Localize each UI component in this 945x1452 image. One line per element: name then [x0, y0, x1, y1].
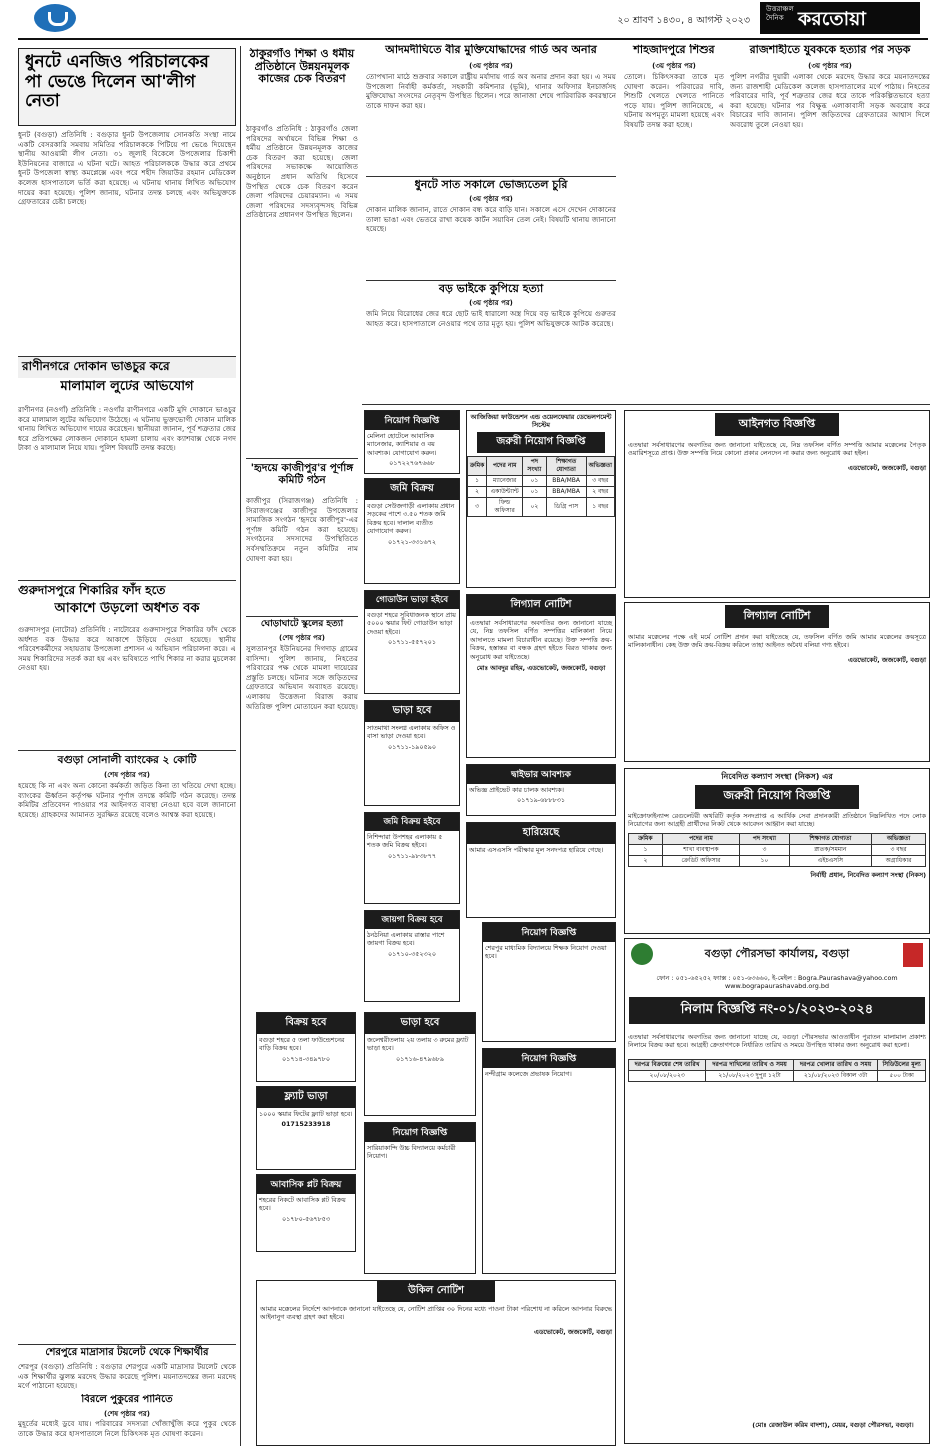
lawyer-notice: [256, 1280, 616, 1446]
table-row: [468, 475, 615, 486]
ad-body: আমার এসএসসি পরীক্ষার মূল সনদপত্র হারিয়ে গেছে।: [469, 846, 604, 854]
table-cell: ০১: [523, 486, 547, 497]
ad-title: ফ্ল্যাট ভাড়া: [257, 1087, 355, 1108]
table-header-cell: পদের নাম: [662, 833, 739, 844]
story-body: ঠাকুরগাঁও প্রতিনিধি : ঠাকুরগাঁও জেলা পরিষদের অর্থায়নে বিভিন্ন শিক্ষা ও ধর্মীয় প্রতিষ্ঠানে উন্নয়নমূলক কাজের চেক বিতরণ করা হয়েছে। জেলা পরিষদের সভাকক্ষে আয়োজিত অনুষ্ঠানে প্রধান অতিথি হিসেবে উপস্থিত থেকে চেক বিতরণ করেন জেলা পরিষদের চেয়ারম্যান। এ সময় জেলা পরিষদের সদস্যবৃন্দসহ বিভিন্ন প্রতিষ্ঠানের প্রধানগণ উপস্থিত ছিলেন।: [246, 124, 358, 220]
story-headline: ধুনটে সাত সকালে ভোজ্যতেল চুরি: [366, 176, 616, 192]
ad-title: দ্বাইভার আবশ্যক: [467, 765, 615, 784]
lead-headline-box: [18, 48, 236, 126]
story-headline-a: গুরুদাসপুরে শিকারির ফাঁদ হতে: [18, 580, 236, 600]
ad-phone: ০১৭১৯-৬৮৮৮৩১: [517, 796, 565, 805]
ad-body: শহরের নিকটে আবাসিক প্লট বিক্রয় হবে।: [259, 1196, 346, 1213]
story-body: পুলিশ নগরীর দুয়ারী এলাকা থেকে মরদেহ উদ্ধার করে ময়নাতদন্তের জন্য রাজশাহী মেডিকেল কলেজ হাসপাতালের মর্গে পাঠায়। নিহতের পরিবারের দাবি, পূর্ব শত্রুতার জের ধরে তাকে পরিকল্পিতভাবে হত্যা করা হয়েছে। ঘটনার পর বিক্ষুব্ধ এলাকাবাসী সড়ক অবরোধ করে বিচারের দাবি জানান। পুলিশ জড়িতদের গ্রেফতারের আশ্বাস দিলে অবরোধ তুলে নেওয়া হয়।: [730, 72, 930, 129]
story-body: তোপখানা মাঠে শুক্রবার সকালে রাষ্ট্রীয় মর্যাদায় গার্ড অব অনার প্রদান করা হয়। এ সময় উপজেলা নির্বাহী কর্মকর্তা, সহকারী কমিশনার (ভূমি), থানার অফিসার ইনচার্জসহ মুক্তিযোদ্ধা সংসদের নেতৃবৃন্দ উপস্থিত ছিলেন। পরে জানাজা শেষে পারিবারিক কবরস্থানে তাকে দাফন করা হয়।: [366, 72, 616, 110]
ad-title: জায়গা বিক্রয় হবে: [365, 911, 459, 929]
table-cell: একাউন্ট্যান্ট: [487, 486, 523, 497]
story-headline: শাহজাদপুরে শিশুর: [633, 44, 715, 56]
ad-title: জমি বিক্রয়: [365, 479, 459, 500]
table-cell: ম্যানেজার: [487, 475, 523, 486]
story-jump: (৩য় পৃষ্ঠার পর): [469, 299, 513, 307]
mayor-photo: [903, 943, 923, 967]
story-headline-a: বিরলে পুকুরের পানিতে: [81, 1394, 173, 1405]
story-jump: (৩য় পৃষ্ঠার পর): [808, 62, 852, 70]
table-cell: ৫০০ টাকা: [878, 1070, 926, 1081]
story-headline-b: আকাশে উড়লো অর্ধশত বক: [54, 602, 200, 616]
issue-date: ২০ শ্রাবণ ১৪৩০, ৪ আগস্ট ২০২৩: [617, 15, 750, 26]
story-jump: (৩য় পৃষ্ঠার পর): [652, 62, 696, 70]
table-cell: ৩ বছর: [586, 475, 614, 486]
classified-ad: [364, 410, 460, 474]
notice-org: নিবেদিত কল্যাণ সংস্থা (নিকস) এর: [721, 772, 833, 781]
ad-body: সারিয়াকান্দি উচ্চ বিদ্যালয়ে কর্মচারী নিয়োগ।: [367, 1144, 456, 1161]
urgent-jobs-notice: [466, 410, 616, 588]
classified-ad: [466, 822, 616, 918]
story-body: সুলতানপুর ইউনিয়নের দিগদাড় গ্রামের বাসিন্দা। পুলিশ জানায়, নিহতের পরিবারের পক্ষ থেকে মামলা দায়েরের প্রস্তুতি চলছে। ঘটনার সঙ্গে জড়িতদের গ্রেফতারে অভিযান অব্যাহত রয়েছে। এলাকায় উত্তেজনা বিরাজ করায় অতিরিক্ত পুলিশ মোতায়েন করা হয়েছে।: [246, 644, 358, 711]
ad-body: বগুড়া সেউজগাড়ী এলাকায় প্রধান সড়কের পাশে ৩.৫০ শতক জমি বিক্রয় হবে। দালাল ব্যতীত যোগাযোগ করুন।: [367, 502, 455, 536]
notice-title: জরুরী নিয়োগ বিজ্ঞপ্তি: [695, 785, 859, 809]
story-body: জমি নিয়ে বিরোধের জের ধরে ছোট ভাই ধারালো অস্ত্র দিয়ে বড় ভাইকে কুপিয়ে গুরুতর আহত করে। হাসপাতালে নেওয়ার পথে তার মৃত্যু হয়। পুলিশ অভিযুক্তকে আটক করেছে।: [366, 309, 616, 328]
classified-ad: [364, 700, 460, 806]
table-cell: শাখা ব্যবস্থাপক: [662, 844, 739, 855]
notice-body: এতদ্বারা সর্বসাধারণের অবগতির জন্য জানানো যাইতেছে যে, নিম্ন তফসিল বর্ণিত সম্পত্তি আমার মক্কেলের পৈতৃক ওয়ারিশসূত্রে প্রাপ্ত। উক্ত সম্পত্তি নিয়ে কোনো প্রকার লেনদেন না করার জন্য অনুরোধ করা হইল।: [628, 441, 926, 458]
story-jump: (শেষ পৃষ্ঠার পর): [104, 1410, 150, 1418]
table-header-cell: দরপত্র বিক্রয়ের শেষ তারিখ: [629, 1059, 706, 1070]
story-headline-b: মালামাল লুটের অভিযোগ: [60, 380, 194, 394]
ad-body: শেরপুর মাধ্যমিক বিদ্যালয়ে শিক্ষক নিয়োগ দেওয়া হবে।: [485, 944, 607, 961]
story-jump: (শেষ পৃষ্ঠার পর): [104, 771, 150, 779]
story-headline: ঘোড়াঘাটে স্কুলের হত্যা: [246, 616, 358, 630]
notice-web: www.bograpaurashavabd.org.bd: [724, 982, 830, 991]
table-cell: ফিল্ড অফিসার: [487, 497, 523, 516]
table-cell: ডিগ্রি পাস: [546, 497, 586, 516]
classified-ad: [482, 922, 616, 1042]
story-headline-a: বগুড়া সোনালী ব্যাংকের ২ কোটি: [18, 750, 236, 768]
story-jump: (৩য় পৃষ্ঠার পর): [469, 195, 513, 203]
notice-body: আমার মক্কেলের নির্দেশে আপনাকে জানানো যাইতেছে যে, নোটিশ প্রাপ্তির ৩০ দিনের মধ্যে পাওনা টাকা পরিশোধ না করিলে আপনার বিরুদ্ধে আইনানুগ ব্যবস্থা গ্রহণ করা হইবে।: [260, 1305, 612, 1322]
masthead-title: করতোয়া: [798, 8, 866, 30]
table-cell: ২: [629, 855, 663, 866]
ad-body: নিশিন্দারা উপশহর এলাকায় ৫ শতক জমি বিক্রয় হইবে।: [367, 833, 443, 850]
classified-ad: [364, 478, 460, 584]
ad-body: নন্দীগ্রাম কলেজে প্রভাষক নিয়োগ।: [485, 1070, 572, 1078]
ad-phone: ০১৭১১-৯৮৩৮৭৭: [388, 851, 436, 860]
table-cell: ১ বছর: [586, 497, 614, 516]
ad-title: ভাড়া হবে: [365, 701, 459, 722]
table-header-cell: পদ সংখ্যা: [740, 833, 790, 844]
ngo-jobs-notice: [624, 768, 930, 934]
table-cell: স্নাতক/সমমান: [789, 844, 871, 855]
story-headline: বড় ভাইকে কুপিয়ে হত্যা: [366, 280, 616, 296]
table-cell: ২১/০৮/২০২৩ বিকাল ৩টা: [793, 1070, 877, 1081]
lead-headline: ধুনটে এনজিও পরিচালকের পা ভেঙে দিলেন আ'লীগ নেতা: [25, 52, 209, 112]
notice-body: আমার মক্কেলের পক্ষে এই মর্মে নোটিশ প্রদান করা যাইতেছে যে, তফসিল বর্ণিত জমি আমার মক্কেলের ক্রয়সূত্রে মালিকানাধীন। কেহ উক্ত জমি ক্রয়-বিক্রয় করিলে তাহা আইনত অবৈধ বলিয়া গণ্য হইবে।: [628, 633, 926, 650]
ad-phone: ০১৭১৬-৪৭৯৬৮৯: [396, 1054, 444, 1063]
page-header: [0, 0, 945, 36]
notice-body: মাইক্রোফাইন্যান্স রেগুলেটরী অথরিটি কর্তৃক সনদপ্রাপ্ত এ আর্থিক সেবা প্রদানকারী প্রতিষ্ঠানে নিম্নলিখিত পদে লোক নিয়োগের জন্য আগ্রহী প্রার্থীদের নিকট থেকে আবেদন আহ্বান করা যাচ্ছে।: [628, 812, 926, 829]
masthead-tagline: উত্তরাঞ্চল দৈনিক: [766, 5, 794, 22]
notice-body: এতদ্বারা সর্বসাধারণের অবগতির জন্য জানানো যাচ্ছে যে, বগুড়া পৌরসভার আওতাধীন পুরাতন মালামাল প্রকাশ্য নিলামে বিক্রয় করা হবে। আগ্রহী ক্রেতাগণকে নির্ধারিত তারিখ ও সময়ে উপস্থিত থাকার জন্য অনুরোধ করা হলো।: [628, 1032, 926, 1050]
table-header-cell: পদ সংখ্যা: [523, 456, 547, 475]
notice-title: উকিল নোটিশ: [377, 1281, 495, 1302]
story-body: রাণীনগর (নওগাঁ) প্রতিনিধি : নওগাঁর রাণীনগরে একটি মুদি দোকানে ভাঙচুর করে মালামাল লুটের অভিযোগ উঠেছে। এ ঘটনায় ভুক্তভোগী দোকান মালিক থানায় লিখিত অভিযোগ দায়ের করেছেন। স্থানীয়রা জানান, পূর্ব শত্রুতার জের ধরে প্রতিপক্ষের লোকজন দোকানে হামলা চালায় এবং ক্যাশবাক্স থেকে নগদ টাকা ও মালামাল নিয়ে যায়। পুলিশ বিষয়টি তদন্ত করছে।: [18, 405, 236, 453]
ad-phone: ০১৭১০-৩৫২৩২০: [388, 949, 436, 958]
ad-phone: ০১৭২২৭৬৭৬৬৮: [389, 459, 435, 468]
ad-title: হারিয়েছে: [467, 823, 615, 844]
table-row: [629, 1070, 926, 1081]
table-cell: ২: [468, 486, 487, 497]
ad-title: গোডাউন ভাড়া হইবে: [365, 591, 459, 609]
classified-ad: [256, 1086, 356, 1170]
table-header-cell: পদের নাম: [487, 456, 523, 475]
ad-title: নিয়োগ বিজ্ঞপ্তি: [365, 411, 459, 430]
notice-title: লিগ্যাল নোটিশ: [725, 605, 829, 628]
notice-signature: এডভোকেট, জজকোর্ট, বগুড়া: [847, 463, 926, 472]
story-jump: (৩য় পৃষ্ঠার পর): [469, 62, 513, 70]
classified-ad: [364, 590, 460, 694]
story-headline: ঠাকুরগাঁও শিক্ষা ও ধর্মীয় প্রতিষ্ঠানে উন্নয়নমূলক কাজের চেক বিতরণ: [249, 48, 355, 86]
notice-signature: (মোঃ রেজাউল করিম বাদশা), মেয়র, বগুড়া পৌরসভা, বগুড়া।: [752, 1420, 914, 1429]
table-cell: ১: [468, 475, 487, 486]
classified-ad: [466, 764, 616, 816]
ad-body: সাতমাথা সংলগ্ন এলাকায় অফিস ও বাসা ভাড়া দেওয়া হবে।: [367, 724, 456, 741]
ad-title: নিয়োগ বিজ্ঞপ্তি: [483, 1049, 615, 1068]
table-cell: ২১/০৮/২০২৩ দুপুর ১২টা: [706, 1070, 794, 1081]
ad-body: বগুড়া শহরে সুবিধাজনক স্থানে প্রায় ৫০০০ স্কয়ার ফিট গোডাউন ভাড়া দেওয়া হইবে।: [367, 611, 456, 636]
ad-phone: ০১৭২১-৩৩১৬৭২: [388, 537, 436, 546]
newspaper-logo-icon: [34, 4, 76, 32]
table-cell: ৩: [740, 844, 790, 855]
ad-body: বগুড়া শহরে ৫ তলা ফাউন্ডেশনের বাড়ি বিক্রয় হবে।: [259, 1036, 345, 1053]
ad-title: ভাড়া হবে: [365, 1013, 475, 1034]
table-cell: ২ বছর: [586, 486, 614, 497]
story-headline: আদমদীঘিতে বীর মুক্তিযোদ্ধাদের গার্ড অব অনার: [385, 44, 597, 56]
ad-phone: ০১৭৮০-৫৬৭৮৫৩: [282, 1214, 330, 1223]
classified-ad: [256, 1012, 356, 1082]
header-rule: [18, 38, 928, 40]
story-jump: (শেষ পৃষ্ঠার পর): [279, 634, 325, 642]
lead-body: ধুনট (বগুড়া) প্রতিনিধি : বগুড়ার ধুনট উপজেলায় সোনকতি সংস্থা নামে একটি বেসরকারি সমবায় সমিতির পরিচালককে পিটিয়ে পা ভেঙে দিয়েছেন স্থানীয় আওয়ামী লীগ নেতা। ৩১ জুলাই বিকেলে উপজেলার চিকাশী ইউনিয়নের বাজারে এ ঘটনা ঘটে। আহত পরিচালককে উদ্ধার করে প্রথমে ধুনট উপজেলা স্বাস্থ্য কমপ্লেক্সে এবং পরে শহীদ জিয়াউর রহমান মেডিকেল কলেজ হাসপাতালে ভর্তি করা হয়েছে। এ ঘটনায় থানায় লিখিত অভিযোগ দায়ের করা হয়েছে। পুলিশ জানায়, ঘটনার তদন্ত চলছে এবং অভিযুক্তকে গ্রেফতারের চেষ্টা চলছে।: [18, 130, 236, 207]
classified-ad: [364, 812, 460, 904]
table-header-cell: শিক্ষাগত যোগ্যতা: [789, 833, 871, 844]
municipality-seal-icon: [631, 943, 653, 965]
classified-ad: [364, 1012, 476, 1116]
table-cell: অগ্রাধিকার: [872, 855, 926, 866]
section-divider: [362, 404, 930, 405]
classified-ad: [364, 910, 460, 1002]
ad-title: বিক্রয় হবে: [257, 1013, 355, 1034]
auction-notice: [624, 938, 930, 1444]
table-cell: ক্রেডিট অফিসার: [662, 855, 739, 866]
story-body: তোলে। চিকিৎসকরা তাকে মৃত ঘোষণা করেন। পরিবারের দাবি, শিশুটি খেলতে খেলতে পানিতে পড়ে যায়। পুলিশ জানিয়েছে, এ ঘটনায় অপমৃত্যু মামলা হয়েছে এবং বিষয়টি তদন্ত করা হচ্ছে।: [624, 72, 724, 129]
table-cell: ২০/০৮/২০২৩: [629, 1070, 706, 1081]
notice-title: নিলাম বিজ্ঞপ্তি নং-০১/২০২৩-২০২৪: [629, 997, 925, 1024]
table-cell: ১০: [740, 855, 790, 866]
ad-title: নিয়োগ বিজ্ঞপ্তি: [365, 1123, 475, 1142]
story-headline: রাজশাহীতে যুবককে হত্যার পর সড়ক: [749, 44, 911, 56]
notice-title: আইনগত বিজ্ঞপ্তি: [715, 413, 839, 436]
ad-phone: ০১৭১৪-৩৪৯৭৮০: [282, 1054, 330, 1063]
auction-table: [628, 1059, 926, 1082]
story-body: মুহূর্তের মধ্যেই ডুবে যায়। পরিবারের সদস্যরা খোঁজাখুঁজি করে পুকুর থেকে তাকে উদ্ধার করে হাসপাতালে নিলে চিকিৎসক মৃত ঘোষণা করেন।: [18, 1419, 236, 1438]
story-headline-box: [18, 356, 236, 378]
table-cell: ০১: [523, 475, 547, 486]
classified-ad: [482, 1048, 616, 1274]
classified-ad: [364, 1122, 476, 1274]
table-header-cell: সিডিউলের মূল্য: [878, 1059, 926, 1070]
story-headline-a: রাণীনগরে দোকান ভাঙচুর করে: [22, 359, 170, 373]
ad-title: আবাসিক প্লট বিক্রয়: [257, 1175, 355, 1194]
story-body: দোকান মালিক জানান, রাতে দোকান বন্ধ করে বাড়ি যান। সকালে এসে দেখেন দোকানের তালা ভাঙা এবং ভেতরে রাখা কয়েক কার্টন সয়াবিন তেল নেই। বিষয়টি থানায় জানানো হয়েছে।: [366, 205, 616, 234]
table-row: [468, 486, 615, 497]
notice-body: এতদ্বারা সর্বসাধারণের অবগতির জন্য জানানো যাচ্ছে যে, নিম্ন তফসিল বর্ণিত সম্পত্তির মালিকানা নিয়ে আদালতে মামলা বিচারাধীন রয়েছে। উক্ত সম্পত্তি ক্রয়-বিক্রয়, হস্তান্তর বা বন্ধক গ্রহণ হইতে বিরত থাকার জন্য অনুরোধ করা যাইতেছে।: [470, 619, 612, 661]
ad-body: ঠনঠনিয়া এলাকায় রাস্তার পাশে জায়গা বিক্রয় হবে।: [367, 931, 445, 948]
classified-ad: [256, 1174, 356, 1252]
jobs-table: [628, 833, 926, 867]
table-row: [468, 497, 615, 516]
legal-notice: [624, 602, 930, 762]
ad-phone: ০১৭১১-১৯০৫৯০: [388, 742, 436, 751]
ad-phone: 01715233918: [281, 1120, 331, 1129]
table-cell: ৩: [468, 497, 487, 516]
ad-phone: ০১৭১১-৫৫৭২০১: [388, 638, 436, 647]
ad-body: অভিজ্ঞ প্রাইভেট কার চালক আবশ্যক।: [469, 786, 564, 794]
table-cell: BBA/MBA: [546, 475, 586, 486]
table-row: [629, 855, 926, 866]
ad-body: ১০০০ স্কয়ার ফিটের ফ্ল্যাট ভাড়া হবে।: [259, 1110, 353, 1118]
ad-title: নিয়োগ বিজ্ঞপ্তি: [483, 923, 615, 942]
table-header-cell: শিক্ষাগত যোগ্যতা: [546, 456, 586, 475]
table-header-cell: অভিজ্ঞতা: [586, 456, 614, 475]
table-header-cell: ক্রমিক: [629, 833, 663, 844]
notice-contact: ফোন : ০৫১-৬৫২৫২ ফ্যাক্স : ০৫১-৬৩৬৬০, ই-মেইল : Bogra.Paurashava@yahoo.com: [656, 974, 898, 982]
story-body: কাজীপুর (সিরাজগঞ্জ) প্রতিনিধি : সিরাজগঞ্জের কাজীপুর উপজেলার সামাজিক সংগঠন 'হৃদয়ে কাজীপুর'-এর পূর্ণাঙ্গ কমিটি গঠন করা হয়েছে। সংগঠনের সদস্যদের উপস্থিতিতে সর্বসম্মতিক্রমে নতুন কমিটির নাম ঘোষণা করা হয়।: [246, 496, 358, 563]
notice-org: বগুড়া পৌরসভা কার্যালয়, বগুড়া: [704, 947, 850, 960]
table-cell: ০২: [523, 497, 547, 516]
notice-org: আজিজিয়া ফাউন্ডেশন এন্ড ওয়েলফেয়ার ডেভেলপমেন্ট সিস্টেম: [470, 413, 612, 430]
ad-title: জমি বিক্রয় হইবে: [365, 813, 459, 831]
table-header-cell: দরপত্র খোলার তারিখ ও সময়: [793, 1059, 877, 1070]
jobs-table: [467, 456, 615, 517]
table-cell: BBA/MBA: [546, 486, 586, 497]
notice-signature: এডভোকেট, জজকোর্ট, বগুড়া: [533, 1327, 612, 1336]
story-headline-a: শেরপুরে মাদ্রাসার টয়লেট থেকে শিক্ষার্থীর: [18, 1344, 236, 1360]
notice-signature: এডভোকেট, জজকোর্ট, বগুড়া: [847, 655, 926, 664]
notice-title: জরুরী নিয়োগ বিজ্ঞপ্তি: [477, 432, 605, 453]
table-cell: ৩ বছর: [872, 844, 926, 855]
notice-title: লিগ্যাল নোটিশ: [467, 595, 615, 616]
story-body: গুরুদাসপুর (নাটোর) প্রতিনিধি : নাটোরের গুরুদাসপুরে শিকারির ফাঁদ থেকে অর্ধশত বক উদ্ধার করে আকাশে উড়িয়ে দেওয়া হয়েছে। স্থানীয় পরিবেশকর্মীদের সহায়তায় উপজেলা প্রশাসন এ অভিযান পরিচালনা করে। এ সময় শিকারিদের সতর্ক করা হয় এবং ভবিষ্যতে পাখি শিকার না করার মুচলেকা নেওয়া হয়।: [18, 625, 236, 673]
story-body: হয়েছে কি না এবং অন্য কোনো কর্মকর্তা জড়িত কিনা তা খতিয়ে দেখা হচ্ছে। ব্যাংকের ঊর্ধ্বতন কর্তৃপক্ষ ঘটনার পূর্ণাঙ্গ তদন্তে কমিটি গঠন করেছে। তদন্ত কমিটির প্রতিবেদন পাওয়ার পর আইনগত ব্যবস্থা নেওয়া হবে বলে জানানো হয়েছে। গ্রাহকদের আমানত সুরক্ষিত রয়েছে বলেও আশ্বস্ত করা হয়েছে।: [18, 781, 236, 819]
masthead: [760, 2, 920, 34]
table-row: [629, 844, 926, 855]
table-header-cell: অভিজ্ঞতা: [872, 833, 926, 844]
ad-body: মেলিনা হোটেলে আবাসিক ম্যানেজার, ক্যাশিয়ার ও বয় আবশ্যক। যোগাযোগ করুন।: [367, 432, 437, 457]
table-header-cell: দরপত্র দাখিলের তারিখ ও সময়: [706, 1059, 794, 1070]
law-notice: [624, 410, 930, 598]
notice-signature: মোঃ আবদুর রহিম, এডভোকেট, জজকোর্ট, বগুড়া: [476, 664, 606, 673]
notice-signature: নির্বাহী প্রধান, নিবেদিত কল্যাণ সংস্থা (নিকস): [810, 870, 926, 879]
ad-body: জলেশ্বরীতলায় ২য় তলায় ৩ রুমের ফ্ল্যাট ভাড়া হবে।: [367, 1036, 469, 1053]
table-header-cell: ক্রমিক: [468, 456, 487, 475]
table-cell: এইচএসসি: [789, 855, 871, 866]
column-divider: [240, 46, 241, 1446]
legal-notice: [466, 594, 616, 758]
table-cell: ১: [629, 844, 663, 855]
story-headline: 'হৃদয়ে কাজীপুর'র পূর্ণাঙ্গ কমিটি গঠন: [246, 458, 358, 494]
story-body: শেরপুর (বগুড়া) প্রতিনিধি : বগুড়ার শেরপুরে একটি মাদ্রাসার টয়লেট থেকে এক শিক্ষার্থীর ঝুলন্ত মরদেহ উদ্ধার করেছে পুলিশ। ময়নাতদন্তের জন্য মরদেহ মর্গে পাঠানো হয়েছে।: [18, 1362, 236, 1391]
